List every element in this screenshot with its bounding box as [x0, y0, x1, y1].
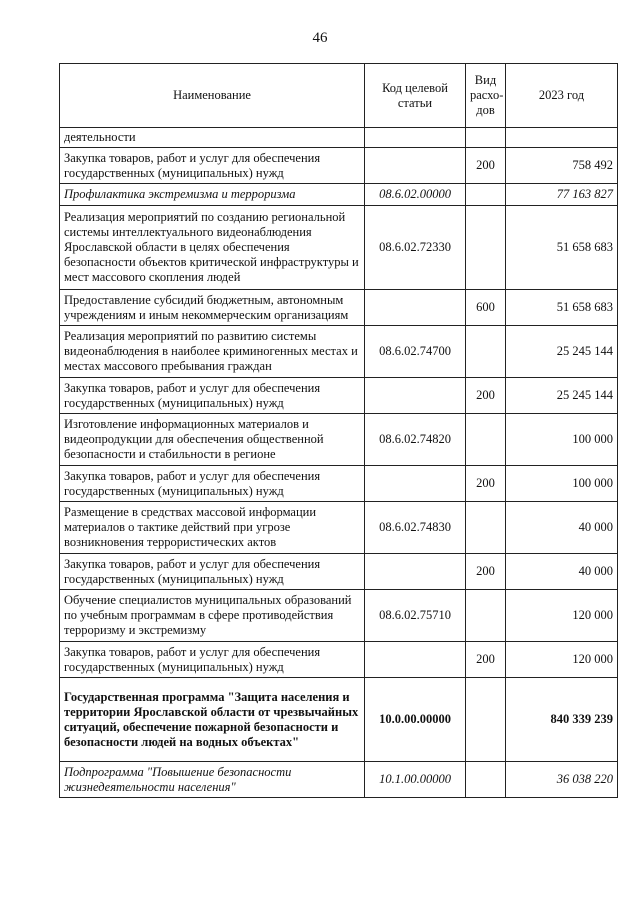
row-amount: 36 038 220 [506, 762, 618, 798]
row-code [365, 466, 466, 502]
table-row [60, 148, 618, 184]
row-name: Реализация мероприятий по созданию региональной системы интеллектуального видеонаблюдения Ярославской области в целях обеспечения безопасности объектов критической инфраструктуры и мест массового скопления людей [60, 206, 365, 290]
row-type [466, 184, 506, 206]
row-name: Изготовление информационных материалов и видеопродукции для обеспечения общественной безопасности и стабильности в регионе [60, 414, 365, 466]
row-type [466, 326, 506, 378]
row-type: 200 [466, 466, 506, 502]
row-code: 10.1.00.00000 [365, 762, 466, 798]
table-row [60, 128, 618, 148]
row-amount: 40 000 [506, 554, 618, 590]
row-amount [506, 128, 618, 148]
row-type [466, 678, 506, 762]
row-type [466, 590, 506, 642]
row-type [466, 502, 506, 554]
row-name: Реализация мероприятий по развитию системы видеонаблюдения в наиболее криминогенных местах и местах массового пребывания граждан [60, 326, 365, 378]
row-amount: 120 000 [506, 642, 618, 678]
row-type [466, 762, 506, 798]
row-type: 200 [466, 642, 506, 678]
row-amount: 100 000 [506, 414, 618, 466]
row-name: Закупка товаров, работ и услуг для обеспечения государственных (муниципальных) нужд [60, 148, 365, 184]
row-amount: 51 658 683 [506, 206, 618, 290]
table-body [60, 128, 618, 798]
table-row [60, 466, 618, 502]
table-row [60, 554, 618, 590]
table-row [60, 590, 618, 642]
row-type: 600 [466, 290, 506, 326]
row-code [365, 554, 466, 590]
row-name: Закупка товаров, работ и услуг для обеспечения государственных (муниципальных) нужд [60, 378, 365, 414]
header-code: Код целевой статьи [365, 64, 466, 128]
row-amount: 25 245 144 [506, 326, 618, 378]
table-row [60, 290, 618, 326]
header-amount: 2023 год [506, 64, 618, 128]
budget-table [59, 63, 618, 798]
row-name: Закупка товаров, работ и услуг для обеспечения государственных (муниципальных) нужд [60, 466, 365, 502]
row-code [365, 290, 466, 326]
row-name: деятельности [60, 128, 365, 148]
row-amount: 40 000 [506, 502, 618, 554]
row-name: Государственная программа "Защита населения и территории Ярославской области от чрезвычайных ситуаций, обеспечение пожарной безопасности и безопасности людей на водных объектах" [60, 678, 365, 762]
row-type [466, 128, 506, 148]
row-type: 200 [466, 378, 506, 414]
row-code [365, 378, 466, 414]
row-name: Размещение в средствах массовой информации материалов о тактике действий при угрозе возникновения террористических актов [60, 502, 365, 554]
row-type: 200 [466, 148, 506, 184]
row-code: 08.6.02.74820 [365, 414, 466, 466]
table-row [60, 414, 618, 466]
table-row [60, 762, 618, 798]
row-amount: 840 339 239 [506, 678, 618, 762]
table-row [60, 184, 618, 206]
row-code: 08.6.02.74830 [365, 502, 466, 554]
row-code [365, 148, 466, 184]
row-type [466, 206, 506, 290]
row-type: 200 [466, 554, 506, 590]
page-number: 46 [312, 30, 328, 46]
table-header-row [60, 64, 618, 128]
row-amount: 51 658 683 [506, 290, 618, 326]
row-name: Профилактика экстремизма и терроризма [60, 184, 365, 206]
row-name: Предоставление субсидий бюджетным, автономным учреждениям и иным некоммерческим организациям [60, 290, 365, 326]
row-code: 10.0.00.00000 [365, 678, 466, 762]
table-row [60, 326, 618, 378]
row-amount: 758 492 [506, 148, 618, 184]
row-amount: 100 000 [506, 466, 618, 502]
row-amount: 77 163 827 [506, 184, 618, 206]
row-name: Закупка товаров, работ и услуг для обеспечения государственных (муниципальных) нужд [60, 554, 365, 590]
row-amount: 120 000 [506, 590, 618, 642]
row-code [365, 642, 466, 678]
row-name: Обучение специалистов муниципальных образований по учебным программам в сфере противодействия терроризму и экстремизму [60, 590, 365, 642]
row-name: Закупка товаров, работ и услуг для обеспечения государственных (муниципальных) нужд [60, 642, 365, 678]
row-code: 08.6.02.75710 [365, 590, 466, 642]
row-code: 08.6.02.72330 [365, 206, 466, 290]
table-row [60, 642, 618, 678]
row-amount: 25 245 144 [506, 378, 618, 414]
table-row [60, 502, 618, 554]
row-code [365, 128, 466, 148]
row-code: 08.6.02.74700 [365, 326, 466, 378]
table-row [60, 206, 618, 290]
header-type: Вид расхо-дов [466, 64, 506, 128]
header-name: Наименование [60, 64, 365, 128]
row-code: 08.6.02.00000 [365, 184, 466, 206]
row-type [466, 414, 506, 466]
row-name: Подпрограмма "Повышение безопасности жизнедеятельности населения" [60, 762, 365, 798]
table-row [60, 678, 618, 762]
table-row [60, 378, 618, 414]
